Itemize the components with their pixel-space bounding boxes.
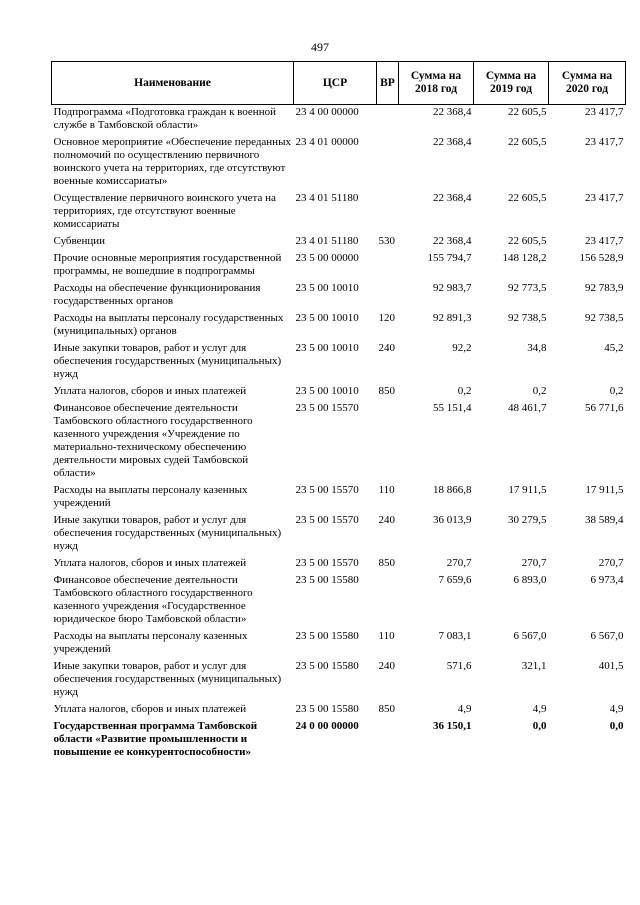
row-sum-2020: 23 417,7	[585, 192, 624, 204]
row-sum-2018: 7 083,1	[438, 630, 472, 642]
row-sum-2020: 6 973,4	[590, 574, 624, 586]
row-sum-2019: 0,0	[532, 720, 547, 732]
row-sum-2020: 92 738,5	[585, 312, 624, 324]
row-sum-2018: 36 013,9	[433, 514, 472, 526]
row-csr-code: 23 5 00 15570	[295, 514, 359, 526]
row-sum-2020: 38 589,4	[585, 514, 624, 526]
row-sum-2019: 22 605,5	[508, 235, 547, 247]
row-csr-code: 23 5 00 15570	[295, 402, 359, 414]
row-sum-2020: 0,2	[609, 385, 624, 397]
row-sum-2019: 17 911,5	[508, 484, 547, 496]
row-csr-code: 23 5 00 10010	[295, 312, 359, 324]
header-sum-2020: Сумма на 2020 год	[549, 62, 626, 105]
row-name: Расходы на обеспечение функционирования государственных органов	[53, 282, 261, 307]
row-sum-2018: 92 983,7	[433, 282, 472, 294]
table-row	[52, 135, 626, 191]
page-number: 497	[311, 40, 329, 54]
table-header-row	[52, 62, 626, 105]
table-row	[52, 483, 626, 513]
header-vr: ВР	[377, 62, 399, 105]
row-csr-code: 23 5 00 15570	[295, 484, 359, 496]
budget-table	[51, 61, 626, 762]
table-row	[52, 384, 626, 401]
row-vr-code: 240	[378, 342, 395, 354]
row-name: Прочие основные мероприятия государственной программы, не вошедшие в подпрограммы	[53, 252, 282, 277]
row-sum-2020: 56 771,6	[585, 402, 624, 414]
row-sum-2020: 270,7	[598, 557, 624, 569]
row-csr-code: 23 5 00 15580	[295, 660, 359, 672]
row-csr-code: 24 0 00 00000	[295, 720, 359, 732]
row-sum-2020: 6 567,0	[590, 630, 624, 642]
row-vr-code: 530	[378, 235, 395, 247]
row-name: Финансовое обеспечение деятельности Тамбовского областного государственного казенного учреждения «Учреждение по материально-техническому обеспечению деятельности мировых судей Тамбовской области»	[53, 402, 253, 479]
row-name: Финансовое обеспечение деятельности Тамбовского областного государственного казенного учреждения «Государственное юридическое бюро Тамбовской области»	[53, 574, 253, 625]
row-sum-2019: 0,2	[532, 385, 547, 397]
table-row	[52, 281, 626, 311]
row-sum-2020: 401,5	[598, 660, 624, 672]
row-csr-code: 23 5 00 15580	[295, 574, 359, 586]
row-sum-2018: 22 368,4	[433, 192, 472, 204]
row-vr-code	[377, 105, 399, 136]
table-row	[52, 659, 626, 702]
row-sum-2019: 34,8	[527, 342, 547, 354]
row-sum-2020: 23 417,7	[585, 235, 624, 247]
row-sum-2019: 22 605,5	[508, 192, 547, 204]
row-sum-2020: 45,2	[604, 342, 624, 354]
table-row	[52, 341, 626, 384]
row-csr-code: 23 5 00 10010	[295, 342, 359, 354]
table-row	[52, 234, 626, 251]
row-sum-2018: 22 368,4	[433, 235, 472, 247]
row-vr-code	[377, 251, 399, 281]
row-sum-2020: 156 528,9	[579, 252, 624, 264]
row-vr-code	[377, 135, 399, 191]
table-row	[52, 556, 626, 573]
row-sum-2018: 7 659,6	[438, 574, 472, 586]
row-sum-2019: 6 893,0	[513, 574, 547, 586]
table-row	[52, 513, 626, 556]
row-sum-2019: 6 567,0	[513, 630, 547, 642]
row-csr-code: 23 5 00 10010	[295, 282, 359, 294]
row-sum-2020: 0,0	[609, 720, 624, 732]
row-csr-code: 23 4 01 51180	[295, 192, 359, 204]
table-row	[52, 629, 626, 659]
row-sum-2018: 22 368,4	[433, 106, 472, 118]
row-sum-2018: 571,6	[446, 660, 472, 672]
row-vr-code	[377, 191, 399, 234]
row-vr-code	[377, 401, 399, 483]
row-vr-code: 110	[378, 484, 395, 496]
row-name: Уплата налогов, сборов и иных платежей	[53, 557, 247, 569]
row-sum-2019: 148 128,2	[502, 252, 547, 264]
row-csr-code: 23 5 00 00000	[295, 252, 359, 264]
table-row	[52, 191, 626, 234]
row-name: Уплата налогов, сборов и иных платежей	[53, 385, 247, 397]
row-sum-2019: 270,7	[521, 557, 547, 569]
row-name: Уплата налогов, сборов и иных платежей	[53, 703, 247, 715]
row-sum-2020: 92 783,9	[585, 282, 624, 294]
row-csr-code: 23 5 00 10010	[295, 385, 359, 397]
header-name: Наименование	[52, 62, 294, 105]
row-sum-2018: 270,7	[446, 557, 472, 569]
row-vr-code: 120	[378, 312, 395, 324]
row-sum-2020: 23 417,7	[585, 106, 624, 118]
row-name: Расходы на выплаты персоналу казенных учреждений	[53, 484, 248, 509]
row-sum-2018: 4,9	[457, 703, 472, 715]
row-vr-code: 110	[378, 630, 395, 642]
row-sum-2018: 22 368,4	[433, 136, 472, 148]
table-row	[52, 719, 626, 762]
row-vr-code: 240	[378, 660, 395, 672]
row-csr-code: 23 5 00 15570	[295, 557, 359, 569]
row-sum-2018: 92,2	[452, 342, 472, 354]
row-name: Расходы на выплаты персоналу государственных (муниципальных) органов	[53, 312, 284, 337]
row-sum-2019: 92 738,5	[508, 312, 547, 324]
header-csr: ЦСР	[294, 62, 377, 105]
row-sum-2019: 321,1	[521, 660, 547, 672]
row-vr-code	[377, 573, 399, 629]
row-sum-2019: 22 605,5	[508, 106, 547, 118]
row-name: Основное мероприятие «Обеспечение переданных полномочий по осуществлению первичного воинского учета на территориях, где отсутствуют военные комиссариаты»	[53, 136, 291, 187]
row-sum-2020: 4,9	[609, 703, 624, 715]
row-sum-2018: 55 151,4	[433, 402, 472, 414]
row-vr-code: 240	[378, 514, 395, 526]
row-vr-code: 850	[378, 385, 395, 397]
row-sum-2019: 48 461,7	[508, 402, 547, 414]
row-sum-2019: 4,9	[532, 703, 547, 715]
row-name: Иные закупки товаров, работ и услуг для обеспечения государственных (муниципальных) нужд	[53, 342, 282, 380]
row-vr-code	[377, 281, 399, 311]
row-csr-code: 23 5 00 15580	[295, 703, 359, 715]
row-name: Иные закупки товаров, работ и услуг для обеспечения государственных (муниципальных) нужд	[53, 660, 282, 698]
row-name: Субвенции	[53, 235, 106, 247]
row-sum-2019: 30 279,5	[508, 514, 547, 526]
row-vr-code: 850	[378, 557, 395, 569]
row-csr-code: 23 4 00 00000	[295, 106, 359, 118]
row-sum-2020: 17 911,5	[585, 484, 624, 496]
row-sum-2018: 18 866,8	[433, 484, 472, 496]
row-sum-2019: 22 605,5	[508, 136, 547, 148]
table-row	[52, 251, 626, 281]
row-sum-2020: 23 417,7	[585, 136, 624, 148]
row-csr-code: 23 4 01 00000	[295, 136, 359, 148]
table-row	[52, 573, 626, 629]
table-row	[52, 311, 626, 341]
row-csr-code: 23 5 00 15580	[295, 630, 359, 642]
row-name: Осуществление первичного воинского учета на территориях, где отсутствуют военные комиссариаты	[53, 192, 276, 230]
row-name: Подпрограмма «Подготовка граждан к военной службе в Тамбовской области»	[53, 106, 276, 131]
header-sum-2018: Сумма на 2018 год	[399, 62, 474, 105]
table-row	[52, 702, 626, 719]
row-vr-code	[377, 719, 399, 762]
row-name: Расходы на выплаты персоналу казенных учреждений	[53, 630, 248, 655]
row-vr-code: 850	[378, 703, 395, 715]
row-name: Иные закупки товаров, работ и услуг для обеспечения государственных (муниципальных) нужд	[53, 514, 282, 552]
row-sum-2019: 92 773,5	[508, 282, 547, 294]
row-sum-2018: 155 794,7	[427, 252, 472, 264]
row-name: Государственная программа Тамбовской области «Развитие промышленности и повышение ее конкурентоспособности»	[53, 720, 258, 758]
table-row	[52, 105, 626, 136]
table-row	[52, 401, 626, 483]
row-sum-2018: 36 150,1	[433, 720, 472, 732]
row-sum-2018: 0,2	[457, 385, 472, 397]
row-csr-code: 23 4 01 51180	[295, 235, 359, 247]
header-sum-2019: Сумма на 2019 год	[474, 62, 549, 105]
row-sum-2018: 92 891,3	[433, 312, 472, 324]
